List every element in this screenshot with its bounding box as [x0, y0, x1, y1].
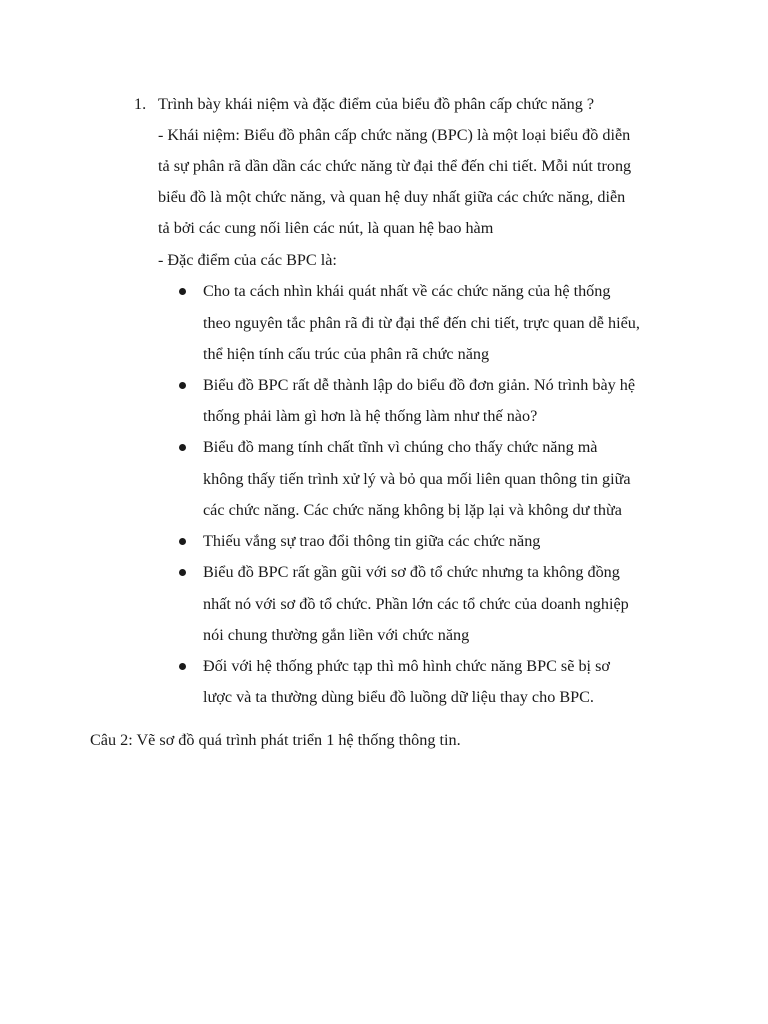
bullet-line: Đối với hệ thống phức tạp thì mô hình chức năng BPC sẽ bị sơ: [203, 657, 610, 675]
features-heading: - Đặc điểm của các BPC là:: [158, 251, 337, 269]
bullet-icon: [179, 663, 186, 670]
concept-line: - Khái niệm: Biểu đồ phân cấp chức năng (BPC) là một loại biểu đồ diễn: [158, 126, 631, 144]
question-2-title: Câu 2: Vẽ sơ đồ quá trình phát triển 1 hệ thống thông tin.: [90, 731, 461, 749]
bullet-line: Thiếu vắng sự trao đổi thông tin giữa các chức năng: [203, 532, 541, 550]
bullet-icon: [179, 538, 186, 545]
bullet-line: Biểu đồ mang tính chất tĩnh vì chúng cho thấy chức năng mà: [203, 438, 598, 456]
bullet-line: các chức năng. Các chức năng không bị lặp lại và không dư thừa: [203, 501, 622, 519]
bullet-line: Biểu đồ BPC rất dễ thành lập do biểu đồ đơn giản. Nó trình bày hệ: [203, 376, 636, 394]
concept-line: tả sự phân rã dần dần các chức năng từ đại thể đến chi tiết. Mỗi nút trong: [158, 157, 632, 175]
bullet-line: không thấy tiến trình xử lý và bỏ qua mối liên quan thông tin giữa: [203, 470, 631, 488]
bullet-line: theo nguyên tắc phân rã đi từ đại thể đến chi tiết, trực quan dễ hiểu,: [203, 314, 640, 332]
bullet-line: nói chung thường gắn liền với chức năng: [203, 626, 470, 644]
bullet-line: Biểu đồ BPC rất gần gũi với sơ đồ tổ chức nhưng ta không đồng: [203, 563, 620, 581]
question-1-title: Trình bày khái niệm và đặc điểm của biểu đồ phân cấp chức năng ?: [158, 95, 595, 113]
bullet-icon: [179, 382, 186, 389]
bullet-line: Cho ta cách nhìn khái quát nhất về các chức năng của hệ thống: [203, 282, 611, 300]
bullet-line: nhất nó với sơ đồ tổ chức. Phần lớn các tổ chức của doanh nghiệp: [203, 595, 629, 613]
bullet-icon: [179, 569, 186, 576]
bullet-line: thể hiện tính cấu trúc của phân rã chức năng: [203, 345, 490, 363]
list-number: 1.: [134, 95, 147, 113]
bullet-line: lược và ta thường dùng biểu đồ luồng dữ liệu thay cho BPC.: [203, 688, 594, 706]
bullet-icon: [179, 288, 186, 295]
concept-line: tả bởi các cung nối liên các nút, là quan hệ bao hàm: [158, 219, 494, 237]
concept-line: biểu đồ là một chức năng, và quan hệ duy nhất giữa các chức năng, diễn: [158, 188, 626, 206]
bullet-icon: [179, 444, 186, 451]
bullet-line: thống phải làm gì hơn là hệ thống làm như thế nào?: [203, 407, 538, 425]
